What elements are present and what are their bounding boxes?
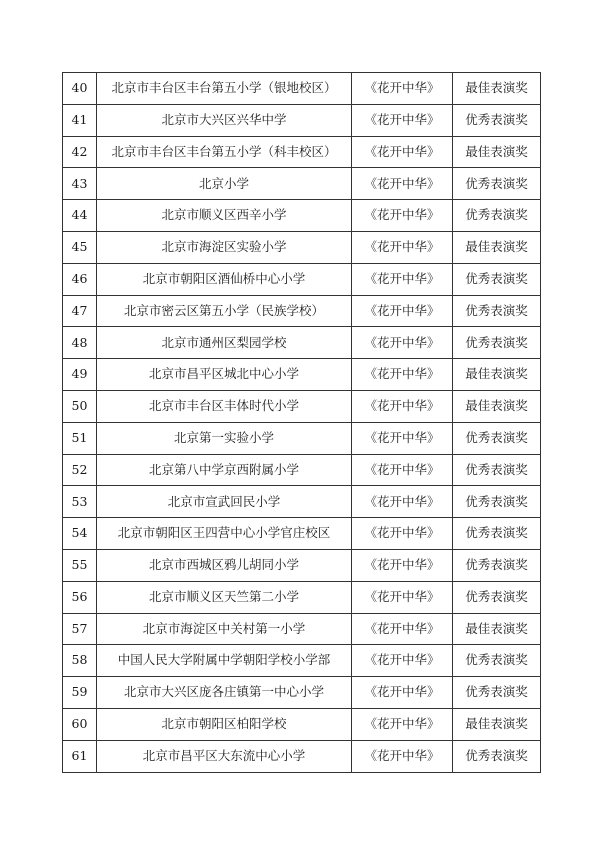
table-row [63, 549, 541, 581]
work-title-cell: 《花开中华》 [352, 136, 453, 168]
award-cell: 优秀表演奖 [453, 104, 541, 136]
work-title-cell: 《花开中华》 [352, 708, 453, 740]
table-row [63, 486, 541, 518]
award-cell: 优秀表演奖 [453, 518, 541, 550]
award-cell: 优秀表演奖 [453, 486, 541, 518]
award-cell: 优秀表演奖 [453, 295, 541, 327]
award-table [62, 72, 541, 773]
school-name-cell: 北京市丰台区丰台第五小学（科丰校区） [97, 136, 352, 168]
row-number-cell: 50 [63, 390, 97, 422]
table-row [63, 581, 541, 613]
school-name-cell: 北京市朝阳区王四营中心小学官庄校区 [97, 518, 352, 550]
school-name-cell: 北京市朝阳区柏阳学校 [97, 708, 352, 740]
row-number-cell: 51 [63, 422, 97, 454]
table-row [63, 327, 541, 359]
row-number-cell: 53 [63, 486, 97, 518]
work-title-cell: 《花开中华》 [352, 168, 453, 200]
table-row [63, 73, 541, 105]
school-name-cell: 北京第八中学京西附属小学 [97, 454, 352, 486]
row-number-cell: 44 [63, 200, 97, 232]
table-row [63, 200, 541, 232]
work-title-cell: 《花开中华》 [352, 740, 453, 772]
table-row [63, 136, 541, 168]
award-cell: 最佳表演奖 [453, 613, 541, 645]
row-number-cell: 46 [63, 263, 97, 295]
row-number-cell: 43 [63, 168, 97, 200]
work-title-cell: 《花开中华》 [352, 581, 453, 613]
award-cell: 优秀表演奖 [453, 263, 541, 295]
work-title-cell: 《花开中华》 [352, 263, 453, 295]
row-number-cell: 55 [63, 549, 97, 581]
school-name-cell: 北京市昌平区大东流中心小学 [97, 740, 352, 772]
row-number-cell: 40 [63, 73, 97, 105]
work-title-cell: 《花开中华》 [352, 104, 453, 136]
work-title-cell: 《花开中华》 [352, 454, 453, 486]
school-name-cell: 中国人民大学附属中学朝阳学校小学部 [97, 645, 352, 677]
school-name-cell: 北京市顺义区西辛小学 [97, 200, 352, 232]
table-row [63, 645, 541, 677]
row-number-cell: 58 [63, 645, 97, 677]
table-row [63, 422, 541, 454]
school-name-cell: 北京市丰台区丰台第五小学（银地校区） [97, 73, 352, 105]
school-name-cell: 北京市丰台区丰体时代小学 [97, 390, 352, 422]
row-number-cell: 57 [63, 613, 97, 645]
row-number-cell: 60 [63, 708, 97, 740]
table-row [63, 359, 541, 391]
award-cell: 最佳表演奖 [453, 73, 541, 105]
award-cell: 最佳表演奖 [453, 136, 541, 168]
award-cell: 优秀表演奖 [453, 740, 541, 772]
award-cell: 优秀表演奖 [453, 645, 541, 677]
school-name-cell: 北京市密云区第五小学（民族学校） [97, 295, 352, 327]
school-name-cell: 北京市海淀区实验小学 [97, 231, 352, 263]
school-name-cell: 北京市通州区梨园学校 [97, 327, 352, 359]
table-row [63, 295, 541, 327]
table-row [63, 263, 541, 295]
award-cell: 优秀表演奖 [453, 327, 541, 359]
award-cell: 优秀表演奖 [453, 454, 541, 486]
work-title-cell: 《花开中华》 [352, 613, 453, 645]
row-number-cell: 56 [63, 581, 97, 613]
row-number-cell: 48 [63, 327, 97, 359]
award-cell: 优秀表演奖 [453, 422, 541, 454]
school-name-cell: 北京市大兴区庞各庄镇第一中心小学 [97, 677, 352, 709]
award-cell: 优秀表演奖 [453, 549, 541, 581]
award-cell: 优秀表演奖 [453, 200, 541, 232]
row-number-cell: 42 [63, 136, 97, 168]
table-row [63, 613, 541, 645]
school-name-cell: 北京市昌平区城北中心小学 [97, 359, 352, 391]
table-row [63, 677, 541, 709]
work-title-cell: 《花开中华》 [352, 359, 453, 391]
award-cell: 最佳表演奖 [453, 390, 541, 422]
work-title-cell: 《花开中华》 [352, 73, 453, 105]
school-name-cell: 北京市顺义区天竺第二小学 [97, 581, 352, 613]
work-title-cell: 《花开中华》 [352, 390, 453, 422]
row-number-cell: 52 [63, 454, 97, 486]
work-title-cell: 《花开中华》 [352, 518, 453, 550]
table-row [63, 708, 541, 740]
row-number-cell: 59 [63, 677, 97, 709]
work-title-cell: 《花开中华》 [352, 231, 453, 263]
row-number-cell: 49 [63, 359, 97, 391]
table-row [63, 518, 541, 550]
row-number-cell: 54 [63, 518, 97, 550]
work-title-cell: 《花开中华》 [352, 549, 453, 581]
work-title-cell: 《花开中华》 [352, 327, 453, 359]
award-cell: 最佳表演奖 [453, 231, 541, 263]
row-number-cell: 45 [63, 231, 97, 263]
work-title-cell: 《花开中华》 [352, 200, 453, 232]
school-name-cell: 北京市大兴区兴华中学 [97, 104, 352, 136]
row-number-cell: 47 [63, 295, 97, 327]
table-row [63, 390, 541, 422]
school-name-cell: 北京第一实验小学 [97, 422, 352, 454]
row-number-cell: 61 [63, 740, 97, 772]
work-title-cell: 《花开中华》 [352, 677, 453, 709]
award-cell: 优秀表演奖 [453, 677, 541, 709]
school-name-cell: 北京市海淀区中关村第一小学 [97, 613, 352, 645]
table-row [63, 231, 541, 263]
award-cell: 最佳表演奖 [453, 359, 541, 391]
work-title-cell: 《花开中华》 [352, 422, 453, 454]
work-title-cell: 《花开中华》 [352, 486, 453, 518]
table-row [63, 104, 541, 136]
school-name-cell: 北京市朝阳区酒仙桥中心小学 [97, 263, 352, 295]
table-row [63, 454, 541, 486]
school-name-cell: 北京小学 [97, 168, 352, 200]
table-row [63, 168, 541, 200]
award-table-body [63, 73, 541, 773]
work-title-cell: 《花开中华》 [352, 295, 453, 327]
award-cell: 优秀表演奖 [453, 168, 541, 200]
school-name-cell: 北京市宣武回民小学 [97, 486, 352, 518]
table-row [63, 740, 541, 772]
school-name-cell: 北京市西城区鸦儿胡同小学 [97, 549, 352, 581]
row-number-cell: 41 [63, 104, 97, 136]
award-cell: 最佳表演奖 [453, 708, 541, 740]
award-cell: 优秀表演奖 [453, 581, 541, 613]
work-title-cell: 《花开中华》 [352, 645, 453, 677]
